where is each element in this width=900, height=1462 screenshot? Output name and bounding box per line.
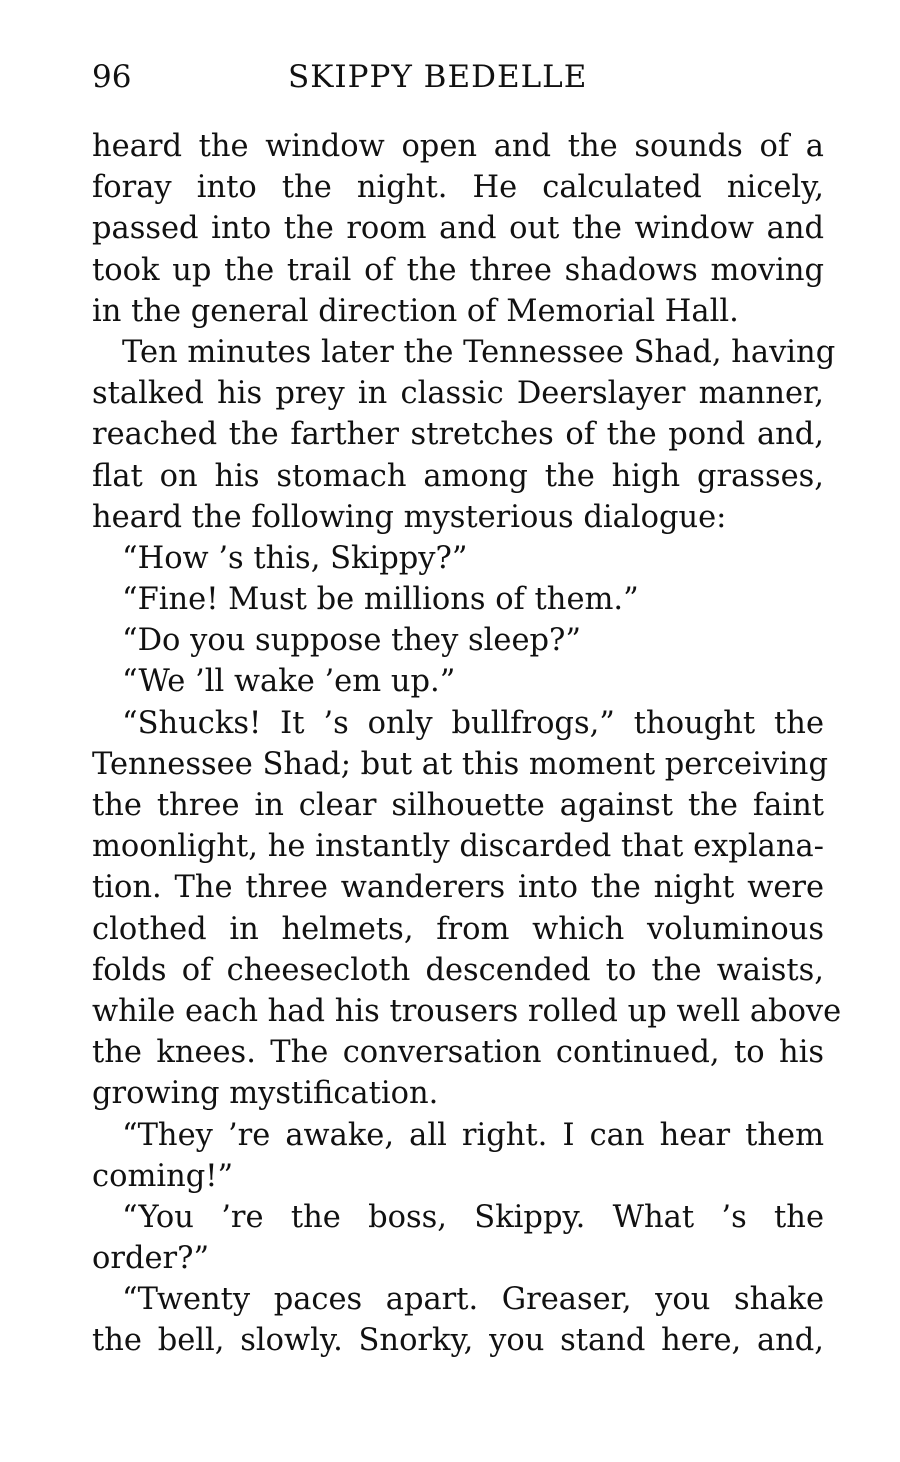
page-number: 96 (92, 59, 132, 95)
text-line: “They ’re awake, all right. I can hear them (122, 1117, 824, 1153)
text-line: passed into the room and out the window and (92, 211, 824, 247)
text-line: coming!” (92, 1158, 234, 1194)
text-line: in the general direction of Memorial Hall. (92, 293, 739, 329)
text-line: “Fine! Must be millions of them.” (122, 582, 639, 618)
text-line: “How ’s this, Skippy?” (122, 540, 468, 576)
text-line: foray into the night. He calculated nicely, (92, 170, 824, 206)
text-line: the bell, slowly. Snorky, you stand here, and, (92, 1323, 824, 1359)
body-text (92, 126, 842, 1362)
text-line: took up the trail of the three shadows moving (92, 252, 824, 288)
running-head (92, 52, 828, 102)
text-line: heard the following mysterious dialogue: (92, 499, 727, 535)
text-line: heard the window open and the sounds of a (92, 129, 824, 164)
text-line: folds of cheesecloth descended to the waists, (92, 952, 824, 988)
text-line: the knees. The conversation continued, to his (92, 1035, 824, 1071)
book-title: SKIPPY BEDELLE (288, 59, 588, 95)
text-line: clothed in helmets, from which voluminous (92, 911, 824, 947)
text-line: Tennessee Shad; but at this moment perceiving (92, 746, 828, 782)
text-line: tion. The three wanderers into the night were (92, 870, 824, 906)
text-line: while each had his trousers rolled up well above (92, 993, 842, 1029)
text-line: growing mystification. (92, 1076, 439, 1112)
text-line: “You ’re the boss, Skippy. What ’s the (122, 1199, 824, 1235)
text-line: “Do you suppose they sleep?” (122, 623, 581, 659)
text-line: flat on his stomach among the high grasses, (92, 458, 824, 494)
text-line: reached the farther stretches of the pond and, (92, 417, 824, 453)
text-line: “Shucks! It ’s only bullfrogs,” thought the (122, 705, 824, 741)
text-line: stalked his prey in classic Deerslayer manner, (92, 376, 824, 412)
text-line: moonlight, he instantly discarded that explana- (92, 829, 824, 865)
text-line: Ten minutes later the Tennessee Shad, having (122, 334, 836, 370)
text-line: the three in clear silhouette against the faint (92, 788, 824, 823)
text-line: “We ’ll wake ’em up.” (122, 664, 456, 700)
text-line: “Twenty paces apart. Greaser, you shake (122, 1282, 824, 1318)
text-line: order?” (92, 1241, 210, 1277)
